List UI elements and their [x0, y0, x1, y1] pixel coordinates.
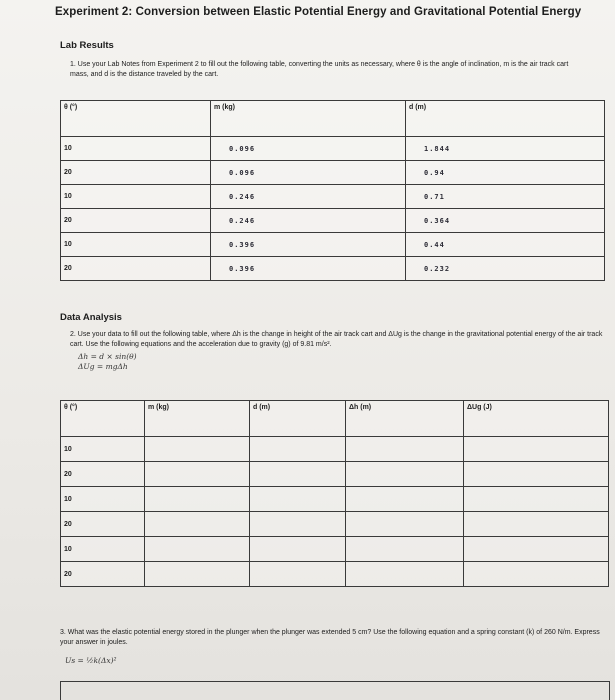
distance-cell: 0.44: [406, 233, 605, 257]
theta-cell: 20: [61, 209, 211, 233]
data-analysis-table: [60, 400, 609, 587]
table-row: [61, 512, 609, 537]
table-row: [61, 462, 609, 487]
question-2-text: 2. Use your data to fill out the following table, where Δh is the change in height of the air track cart and ΔUg is the change in the gravitational potential energy of the air track cart. Use the following equations and the acceleration due to gravity (g) of 9.81 m/s².: [70, 331, 603, 348]
empty-cell: [346, 562, 464, 587]
empty-cell: [464, 487, 609, 512]
empty-cell: [346, 512, 464, 537]
empty-cell: [145, 512, 250, 537]
mass-cell: 0.396: [211, 257, 406, 281]
empty-cell: [464, 537, 609, 562]
mass-cell: 0.096: [211, 161, 406, 185]
header-mass: m (kg): [145, 401, 250, 437]
empty-cell: [250, 512, 346, 537]
distance-cell: 0.94: [406, 161, 605, 185]
empty-cell: [145, 487, 250, 512]
header-distance: d (m): [406, 101, 605, 137]
header-theta: θ (°): [61, 401, 145, 437]
theta-cell: 10: [61, 537, 145, 562]
answer-box: [60, 681, 610, 700]
distance-cell: 0.232: [406, 257, 605, 281]
theta-cell: 10: [61, 437, 145, 462]
table-row: [61, 137, 605, 161]
theta-cell: 10: [61, 233, 211, 257]
header-delta-h: Δh (m): [346, 401, 464, 437]
lab-results-heading: Lab Results: [60, 40, 114, 51]
theta-cell: 20: [61, 257, 211, 281]
question-3-text: 3. What was the elastic potential energy stored in the plunger when the plunger was extended 5 cm? Use the following equation and a spring constant (k) of 260 N/m. Express your answer in joules.: [60, 629, 600, 646]
empty-cell: [464, 462, 609, 487]
empty-cell: [250, 562, 346, 587]
theta-cell: 10: [61, 185, 211, 209]
potential-energy-equation: ΔUg = mgΔh: [78, 362, 128, 371]
header-delta-ug: ΔUg (J): [464, 401, 609, 437]
table-row: [61, 161, 605, 185]
theta-cell: 20: [61, 562, 145, 587]
mass-cell: 0.096: [211, 137, 406, 161]
empty-cell: [464, 437, 609, 462]
table-row: [61, 537, 609, 562]
mass-cell: 0.246: [211, 185, 406, 209]
empty-cell: [250, 537, 346, 562]
table-row: [61, 257, 605, 281]
mass-cell: 0.396: [211, 233, 406, 257]
empty-cell: [250, 462, 346, 487]
empty-cell: [145, 462, 250, 487]
question-1-text: 1. Use your Lab Notes from Experiment 2 to fill out the following table, converting the units as necessary, where θ is the angle of inclination, m is the air track cart mass, and d is the distance traveled by the cart.: [70, 61, 569, 78]
empty-cell: [145, 437, 250, 462]
table-row: [61, 185, 605, 209]
empty-cell: [346, 462, 464, 487]
empty-cell: [346, 437, 464, 462]
table-row: [61, 562, 609, 587]
empty-cell: [464, 512, 609, 537]
empty-cell: [145, 537, 250, 562]
mass-cell: 0.246: [211, 209, 406, 233]
distance-cell: 0.71: [406, 185, 605, 209]
table-row: [61, 233, 605, 257]
page-title: Experiment 2: Conversion between Elastic Potential Energy and Gravitational Potential Energy: [55, 6, 582, 18]
table-header-row: [61, 101, 605, 137]
table-row: [61, 437, 609, 462]
theta-cell: 10: [61, 487, 145, 512]
data-analysis-heading: Data Analysis: [60, 312, 122, 323]
table-row: [61, 487, 609, 512]
table-row: [61, 209, 605, 233]
empty-cell: [346, 537, 464, 562]
theta-cell: 20: [61, 161, 211, 185]
distance-cell: 0.364: [406, 209, 605, 233]
empty-cell: [250, 437, 346, 462]
empty-cell: [145, 562, 250, 587]
lab-results-table: [60, 100, 605, 281]
elastic-energy-equation: Us = ½k(Δx)²: [65, 656, 117, 665]
header-theta: θ (°): [61, 101, 211, 137]
height-equation: Δh = d × sin(θ): [78, 352, 137, 361]
header-distance: d (m): [250, 401, 346, 437]
theta-cell: 20: [61, 512, 145, 537]
distance-cell: 1.844: [406, 137, 605, 161]
header-mass: m (kg): [211, 101, 406, 137]
theta-cell: 10: [61, 137, 211, 161]
empty-cell: [250, 487, 346, 512]
empty-cell: [346, 487, 464, 512]
empty-cell: [464, 562, 609, 587]
table-header-row: [61, 401, 609, 437]
theta-cell: 20: [61, 462, 145, 487]
